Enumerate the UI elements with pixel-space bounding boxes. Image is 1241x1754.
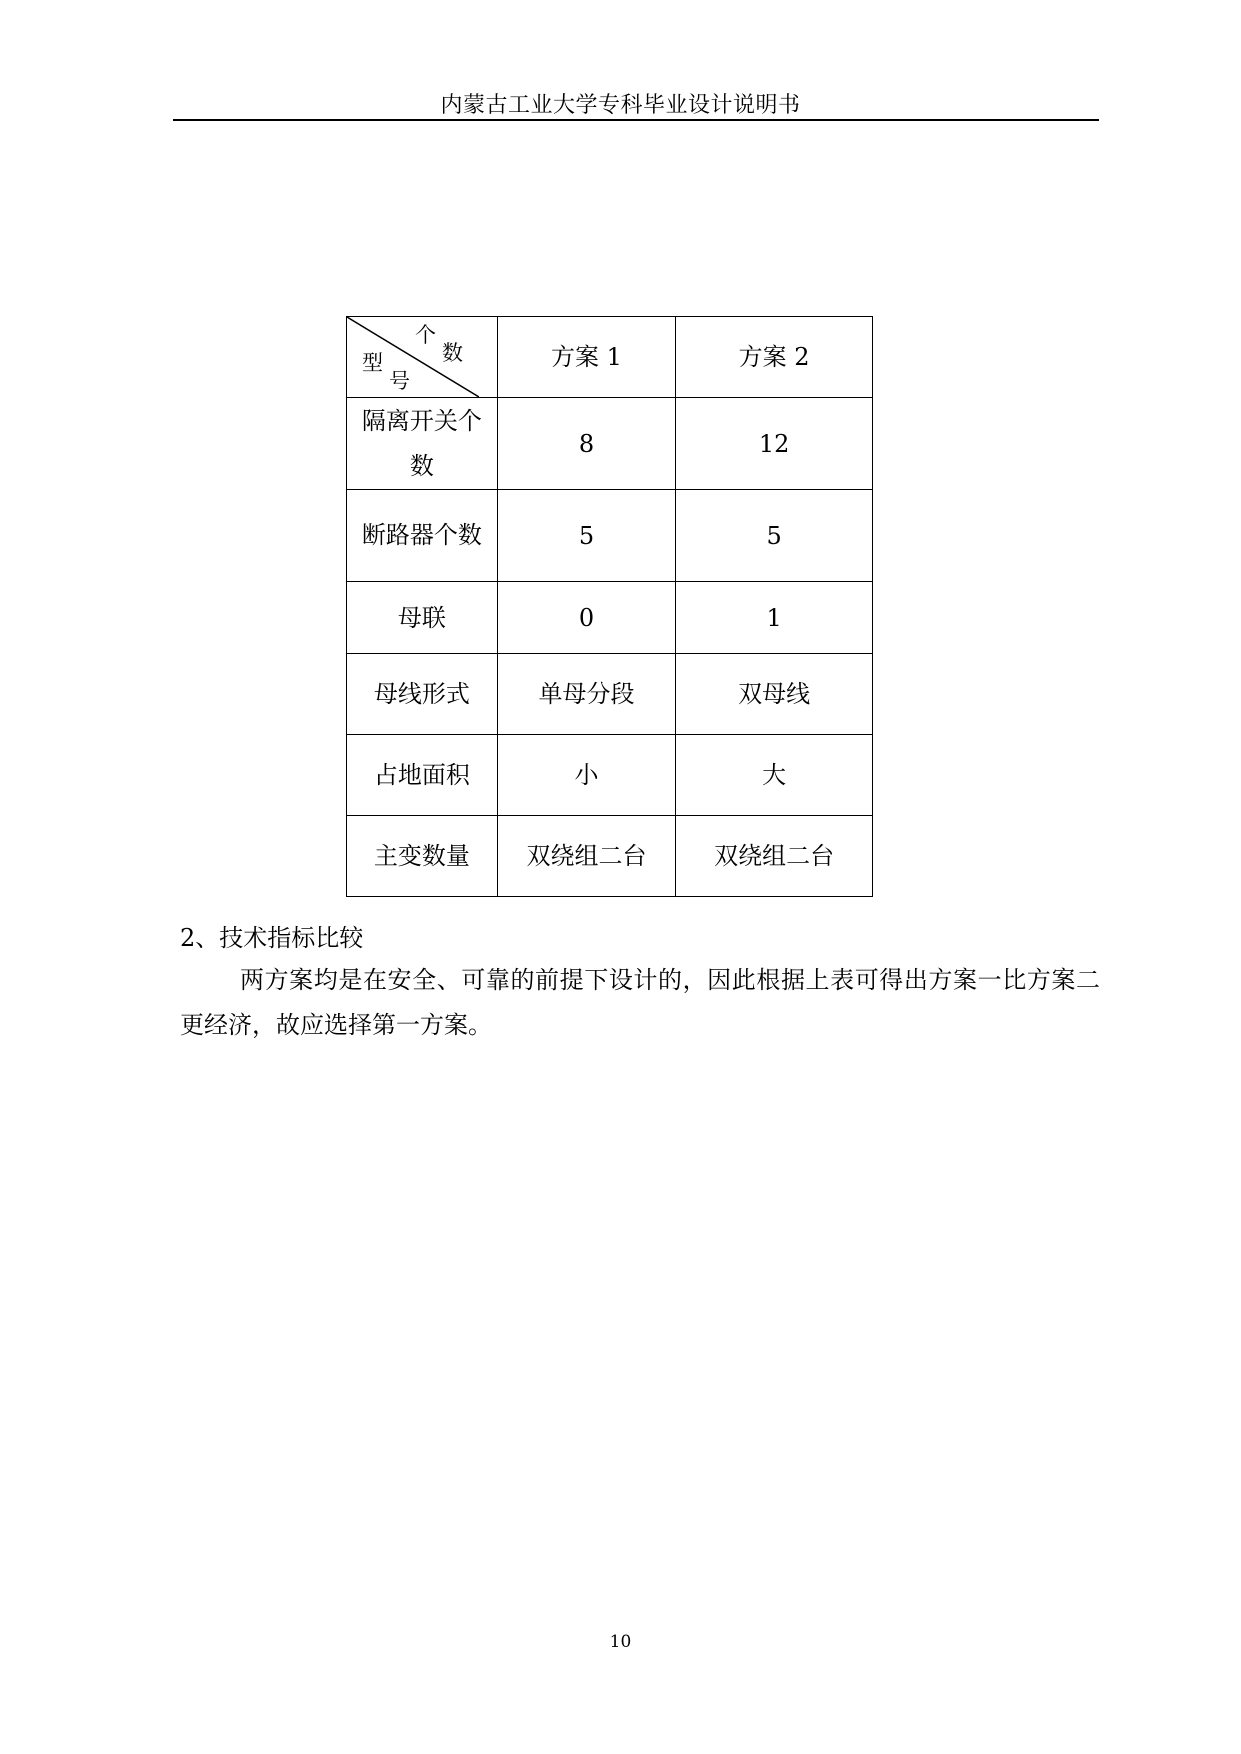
table-row xyxy=(347,490,873,582)
corner-label: 数 xyxy=(442,341,463,365)
corner-label: 个 xyxy=(415,323,436,347)
table-cell: 大 xyxy=(676,735,873,816)
table-row xyxy=(347,398,873,490)
corner-label: 号 xyxy=(389,369,410,393)
table-cell: 5 xyxy=(497,490,676,582)
table-cell: 小 xyxy=(497,735,676,816)
table-cell: 双绕组二台 xyxy=(497,816,676,897)
table-cell: 8 xyxy=(497,398,676,490)
table-cell: 双母线 xyxy=(676,654,873,735)
table-cell: 12 xyxy=(676,398,873,490)
comparison-table xyxy=(346,316,873,897)
diagonal-header-cell xyxy=(347,317,498,398)
header-rule xyxy=(173,119,1099,121)
row-label: 隔离开关个数 xyxy=(347,398,498,490)
corner-label: 型 xyxy=(362,351,383,375)
table-row xyxy=(347,735,873,816)
table-cell: 0 xyxy=(497,582,676,654)
row-label: 母联 xyxy=(347,582,498,654)
column-header: 方案 2 xyxy=(676,317,873,398)
page-number: 10 xyxy=(609,1632,632,1652)
row-label: 断路器个数 xyxy=(347,490,498,582)
column-header: 方案 1 xyxy=(497,317,676,398)
table-row xyxy=(347,582,873,654)
table-cell: 1 xyxy=(676,582,873,654)
row-label: 母线形式 xyxy=(347,654,498,735)
table-cell: 单母分段 xyxy=(497,654,676,735)
table-cell: 双绕组二台 xyxy=(676,816,873,897)
running-header-title: 内蒙古工业大学专科毕业设计说明书 xyxy=(440,93,801,118)
table-row xyxy=(347,816,873,897)
section-heading: 2、技术指标比较 xyxy=(180,924,364,952)
table-header-row xyxy=(347,317,873,398)
row-label: 占地面积 xyxy=(347,735,498,816)
body-paragraph: 两方案均是在安全、可靠的前提下设计的，因此根据上表可得出方案一比方案二更经济，故应选择第一方案。 xyxy=(180,966,1100,1039)
table-row xyxy=(347,654,873,735)
row-label: 主变数量 xyxy=(347,816,498,897)
table-cell: 5 xyxy=(676,490,873,582)
